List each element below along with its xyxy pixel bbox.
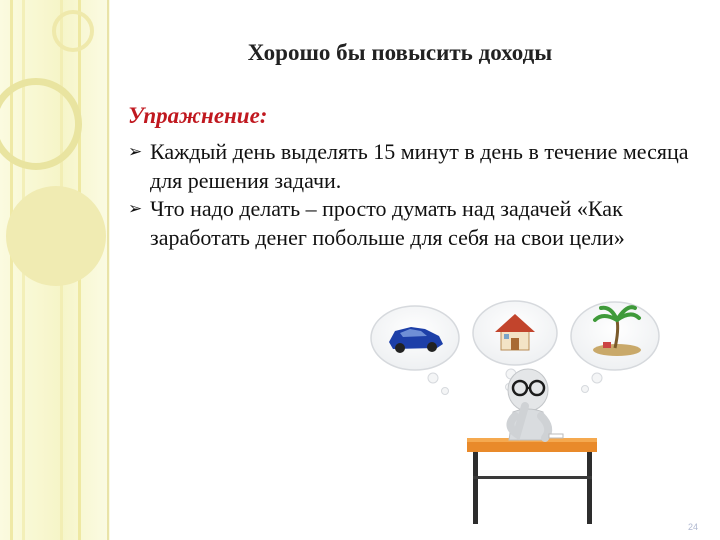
sidebar-ring [52,10,94,52]
thinking-person-illustration [365,298,695,536]
bullet-list [128,138,694,252]
bullet-text: Каждый день выделять 15 минут в день в течение месяца для решения задачи. [150,139,689,193]
arrow-bullet-icon: ➢ [128,142,143,162]
slide-title: Хорошо бы повысить доходы [247,40,553,65]
bullet-item [128,195,694,252]
desk [467,438,597,524]
thought-bubble-island [571,302,659,393]
exercise-label: Упражнение: [128,103,268,128]
decorative-sidebar [0,0,110,540]
sidebar-disc [6,186,106,286]
sidebar-stripe [10,0,13,540]
thinking-person [508,369,563,440]
bullet-item [128,138,694,195]
sidebar-ring [0,78,82,170]
thought-bubble-car [371,306,459,395]
bullet-text: Что надо делать – просто думать над задачей «Как заработать денег побольше для себя на свои цели» [150,196,625,250]
page-number: 24 [687,522,698,532]
arrow-bullet-icon: ➢ [128,199,143,219]
sidebar-edge [107,0,109,540]
